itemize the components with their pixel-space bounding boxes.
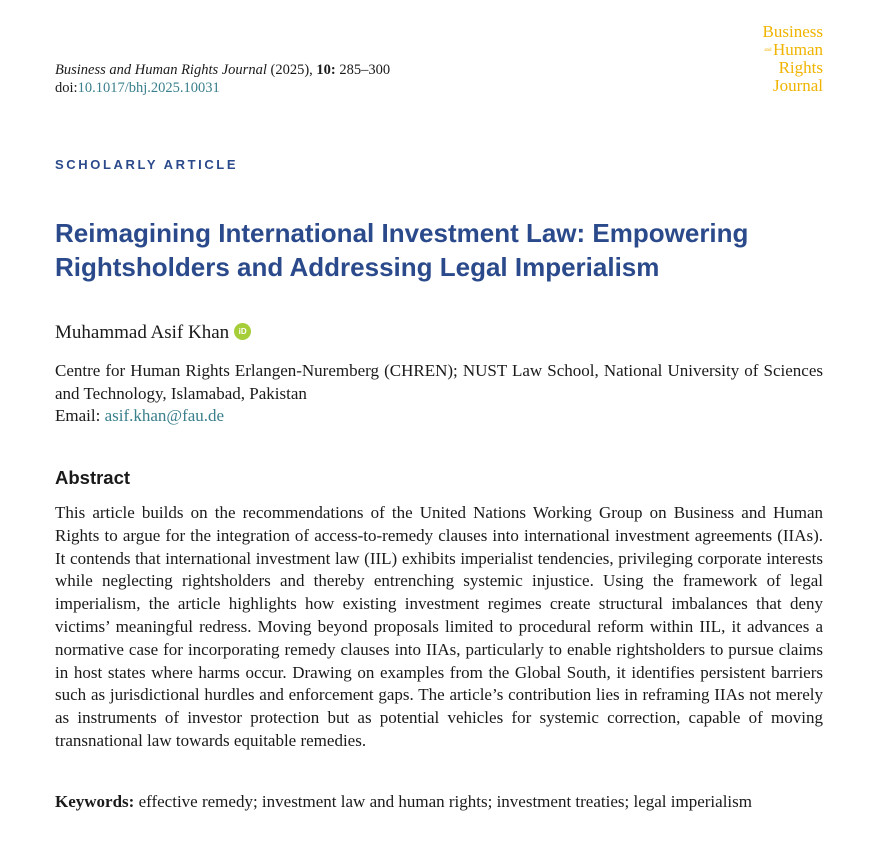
citation-pages: 285–300: [339, 62, 391, 78]
citation-year: (2025),: [270, 62, 313, 78]
author: [55, 322, 251, 344]
citation-volume: 10:: [316, 62, 336, 78]
affiliation: Centre for Human Rights Erlangen-Nuremberg (CHREN); NUST Law School, National University of Sciences and Technology, Islamabad, Pakistan: [55, 361, 823, 403]
author-name: Muhammad Asif Khan: [55, 322, 230, 343]
logo-human: Human: [772, 40, 823, 59]
citation: [55, 61, 390, 97]
logo-and: and: [764, 47, 772, 53]
logo-line-rights: Rights: [778, 58, 823, 77]
keywords-label: Keywords:: [55, 792, 135, 811]
keywords: [55, 791, 835, 813]
doi-prefix: doi:: [55, 80, 78, 96]
article-title: Reimagining International Investment Law: Empowering Rightsholders and Addressing Legal Imperialism: [55, 218, 749, 282]
email-label: Email:: [55, 406, 101, 425]
orcid-icon[interactable]: iD: [234, 323, 251, 340]
logo-line-business: Business: [762, 22, 823, 41]
logo-line-human: [763, 41, 823, 59]
logo-line-journal: Journal: [772, 76, 823, 95]
journal-logo: [763, 23, 823, 95]
journal-title: Business and Human Rights Journal: [55, 62, 267, 78]
email-link[interactable]: asif.khan@fau.de: [104, 406, 225, 425]
abstract-heading: Abstract: [55, 467, 131, 488]
keywords-list: effective remedy; investment law and human rights; investment treaties; legal imperialism: [138, 792, 752, 811]
section-label: SCHOLARLY ARTICLE: [55, 157, 239, 172]
abstract-body: This article builds on the recommendations of the United Nations Working Group on Business and Human Rights to argue for the integration of access-to-remedy clauses into international investment agreements (IIAs). It contends that international investment law (IIL) exhibits imperialist tendencies, privileging corporate interests while neglecting rightsholders and thereby entrenching systemic injustice. Using the framework of legal imperialism, the article highlights how existing investment regimes create structural imbalances that deny victims’ meaningful redress. Moving beyond proposals limited to procedural reform within IIL, it advances a normative case for incorporating remedy clauses into IIAs, particularly to enable rightsholders to pursue claims in host states where harms occur. Drawing on examples from the Global South, it identifies persistent barriers such as jurisdictional hurdles and enforcement gaps. The article’s contribution lies in reframing IIAs not merely as instruments of investor protection but as potential vehicles for systemic correction, capable of moving transnational law towards equitable remedies.: [55, 503, 823, 750]
doi-link[interactable]: 10.1017/bhj.2025.10031: [77, 80, 220, 96]
email-line: [55, 405, 224, 427]
